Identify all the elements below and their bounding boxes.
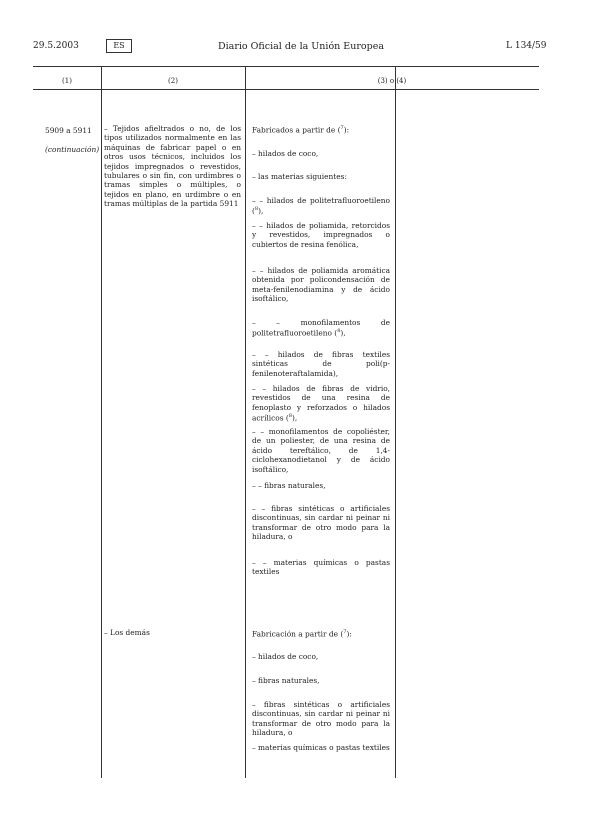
rule-subitem: – – monofilamentos de copoliéster, de un poliester, de una resina de ácido tereftálico, de 1,4-ciclohexanodietanol y de ácido isoftálico, (252, 427, 390, 474)
heading-number: 5909 a 5911 (45, 126, 92, 135)
description-technical-fabrics: – Tejidos afieltrados o no, de los tipos utilizados normalmente en las máquinas de fabricar papel o en otros usos técnicos, incluidos los tejidos impregnados o revestidos, tubulares o sin fin, con urdimbres o tramas simples o múltiples, o tejidos en plano, en urdimbre o en tramas múltiplas de la partida 5911 (104, 124, 241, 209)
rule-subitem: – – monofilamentos de politetrafluoroetileno ($^8$), (252, 318, 390, 338)
page-reference: L 134/59 (506, 41, 547, 51)
column-header-1: (1) (62, 77, 72, 85)
page-date: 29.5.2003 (33, 41, 79, 51)
description-others: – Los demás (104, 628, 150, 637)
rule-subitem: – – fibras sintéticas o artificiales discontinuas, sin cardar ni peinar ni transformar de otro modo para la hiladura, o (252, 504, 390, 542)
rule-subitem: – – hilados de fibras de vidrio, revestidos de una resina de fenoplasto y reforzados o hilados acrílicos ($^8$), (252, 384, 390, 423)
rule-intro: Fabricados a partir de ($^7$): (252, 125, 350, 135)
column-header-2: (2) (168, 77, 178, 85)
table-top-rule (33, 66, 539, 67)
rule-subitem: – – hilados de politetrafluoroetileno ($^8$), (252, 196, 390, 216)
journal-title: Diario Oficial de la Unión Europea (218, 41, 384, 52)
rule-subitem: – – hilados de fibras textiles sintéticas de poli(p-fenilenoteraftalamida), (252, 350, 390, 378)
rule-subitem: – – materias químicas o pastas textiles (252, 558, 390, 577)
rule-item: – fibras naturales, (252, 676, 320, 685)
column-divider-3 (395, 66, 396, 778)
language-code-box: ES (106, 39, 132, 53)
column-divider-1 (101, 66, 102, 778)
rule-subitem: – – hilados de poliamida aromática obtenida por policondensación de meta-fenilenodiamina y de ácido isoftálico, (252, 266, 390, 304)
rule-item: – hilados de coco, (252, 652, 319, 661)
rule-item: – fibras sintéticas o artificiales discontinuas, sin cardar ni peinar ni transformar de otro modo para la hiladura, o (252, 700, 390, 738)
column-divider-2 (245, 66, 246, 778)
rule-item: – hilados de coco, (252, 149, 319, 158)
rule-subitem: – – fibras naturales, (252, 481, 326, 490)
rule-item: – las materias siguientes: (252, 172, 347, 181)
table-header-rule (33, 89, 539, 90)
continuation-note: (continuación) (45, 145, 100, 154)
rule-intro: Fabricación a partir de ($^7$): (252, 629, 352, 639)
rule-item: – materias químicas o pastas textiles (252, 743, 390, 752)
rule-subitem: – – hilados de poliamida, retorcidos y revestidos, impregnados o cubiertos de resina fenólica, (252, 221, 390, 249)
column-header-3-4: (3) o (4) (377, 77, 407, 85)
